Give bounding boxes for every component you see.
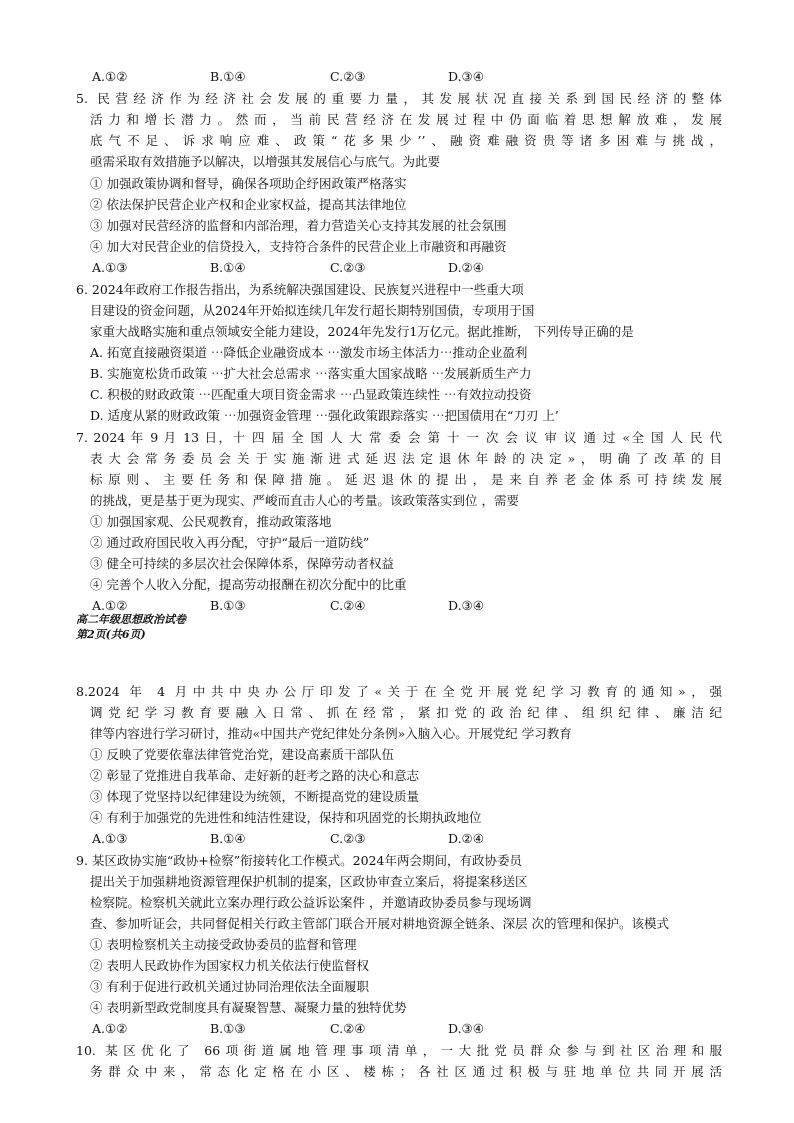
q5-option: ④ 加大对民营企业的信贷投入，支持符合条件的民营企业上市融资和再融资 <box>90 239 507 254</box>
q9-option: ④ 表明新型政党制度具有凝聚智慧、凝聚力量的独特优势 <box>90 1000 407 1015</box>
q5-choice-d: D.②④ <box>448 260 484 275</box>
q7-option: ④ 完善个人收入分配，提高劳动报酬在初次分配中的比重 <box>90 577 407 592</box>
q9-choice-d: D.③④ <box>448 1021 484 1036</box>
q9-line: 提出关于加强耕地资源管理保护机制的提案，区政协审查立案后，将提案移送区 <box>90 874 528 889</box>
q10-line: 务群众中来，常态化定格在小区、楼栋；各社区通过积极与驻地单位共同开展活 <box>90 1064 722 1079</box>
q7-choice-d: D.③④ <box>448 598 484 613</box>
footer-title: 高二年级思想政治试卷 <box>76 613 186 626</box>
q9-choice-b: B.①③ <box>210 1021 246 1036</box>
q8-line: 8.2024 年 4 月中共中央办公厅印发了«关于在全党开展党纪学习教育的通知»，强 <box>76 684 722 699</box>
q7-line: 的挑战，更是基于更为现实、严峻而直击人心的考量。该政策落实到位 ，需要 <box>90 493 519 508</box>
q5-choice-b: B.①④ <box>210 260 246 275</box>
q6-option-a: A. 拓宽直接融资渠道 ⋯降低企业融资成本 ⋯激发市场主体活力⋯推动企业盈利 <box>90 345 528 360</box>
q8-choice-c: C.②③ <box>330 831 366 846</box>
q8-line: 调党纪学习教育要融入日常、抓在经常，紧扣党的政治纪律、组织纪律、廉洁纪 <box>90 705 722 720</box>
q6-line: 6. 2024年政府工作报告指出，为系统解决强国建设、民族复兴进程中一些重大项 <box>76 282 524 297</box>
q5-choice-a: A.①③ <box>92 260 128 275</box>
q7-choice-a: A.①② <box>92 598 128 613</box>
q7-line: 标原则、主要任务和保障措施。延迟退休的提出，是来自养老金体系可持续发展 <box>90 472 722 487</box>
q9-choice-c: C.②④ <box>330 1021 366 1036</box>
choice-d: D.③④ <box>448 69 484 84</box>
q10-line: 10. 某区优化了 66项街道属地管理事项清单，一大批党员群众参与到社区治理和服 <box>76 1043 722 1058</box>
q5-line: 亟需采取有效措施予以解决，以增强其发展信心与底气。为此要 <box>90 154 441 169</box>
q9-line: 9. 某区政协实施“政协+检察”衔接转化工作模式。2024年两会期间，有政协委员 <box>76 853 522 868</box>
q8-choice-a: A.①③ <box>92 831 128 846</box>
q9-line: 查、参加听证会，共同督促相关行政主管部门联合开展对耕地资源全链条、深层 次的管理和保护。该模式 <box>90 916 669 931</box>
q7-choice-b: B.①③ <box>210 598 246 613</box>
q8-choice-d: D.②④ <box>448 831 484 846</box>
q9-option: ③ 有利于促进行政机关通过协同治理依法全面履职 <box>90 979 369 994</box>
q7-line: 7. 2024 年 9 月 13 日，十 四 届 全 国 人 大 常 委 会 第 十 一 次 会 议 审 议 通 过 «全 国 人 民 代 <box>76 430 722 445</box>
q6-line: 目建设的资金问题，从2024年开始拟连续几年发行超长期特别国债，专项用于国 <box>90 303 535 318</box>
q5-option: ② 依法保护民营企业产权和企业家权益，提高其法律地位 <box>90 197 407 212</box>
q8-option: ① 反映了党要依靠法律管党治党，建设高素质干部队伍 <box>90 747 394 762</box>
q7-option: ② 通过政府国民收入再分配，守护“最后一道防线” <box>90 535 370 550</box>
q6-option-b: B. 实施宽松货币政策 ⋯扩大社会总需求 ⋯落实重大国家战略 ⋯发展新质生产力 <box>90 366 532 381</box>
q9-line: 检察院。检察机关就此立案办理行政公益诉讼案件 ，并邀请政协委员参与现场调 <box>90 895 532 910</box>
q9-option: ② 表明人民政协作为国家权力机关依法行使监督权 <box>90 958 369 973</box>
choice-c: C.②③ <box>330 69 366 84</box>
q9-choice-a: A.①② <box>92 1021 128 1036</box>
q6-line: 家重大战略实施和重点领域安全能力建设，2024年先发行1万亿元。据此推断， 下列传导正确的是 <box>90 324 634 339</box>
q5-choice-c: C.②③ <box>330 260 366 275</box>
q8-option: ④ 有利于加强党的先进性和纯洁性建设，保持和巩固党的长期执政地位 <box>90 810 482 825</box>
q7-choice-c: C.②④ <box>330 598 366 613</box>
choice-a: A.①② <box>92 69 128 84</box>
q7-line: 表大会常务委员会关于实施渐进式延迟法定退休年龄的决定»，明确了改革的目 <box>90 451 722 466</box>
choice-b: B.①④ <box>210 69 246 84</box>
q5-option: ③ 加强对民营经济的监督和内部治理，着力营造关心支持其发展的社会氛围 <box>90 218 507 233</box>
q5-line: 5. 民营经济作为经济社会发展的重要力量，其发展状况直接关系到国民经济的整体 <box>76 91 722 106</box>
q5-option: ① 加强政策协调和督导，确保各项助企纾困政策严格落实 <box>90 176 407 191</box>
q5-line: 底气不足、诉求响应难、政策“花多果少’’、融资难融资贵等诸多困难与挑战， <box>90 133 722 148</box>
q6-option-c: C. 积极的财政政策 ⋯匹配重大项目资金需求 ⋯凸显政策连续性 ⋯有效拉动投资 <box>90 387 532 402</box>
q6-option-d: D. 适度从紧的财政政策 ⋯加强资金管理 ⋯强化政策跟踪落实 ⋯把国债用在“刀刃 上’ <box>90 408 559 423</box>
q8-option: ③ 体现了党坚持以纪律建设为统领，不断提高党的建设质量 <box>90 789 419 804</box>
q9-option: ① 表明检察机关主动接受政协委员的监督和管理 <box>90 937 357 952</box>
q8-choice-b: B.①④ <box>210 831 246 846</box>
q8-line: 律等内容进行学习研讨，推动«中国共产党纪律处分条例»入脑入心。开展党纪 学习教育 <box>90 726 572 741</box>
q5-line: 活力和增长潜力。然而，当前民营经济在发展过程中仍面临着思想解放难，发展 <box>90 112 722 127</box>
q7-option: ① 加强国家观、公民观教育，推动政策落地 <box>90 514 332 529</box>
q8-option: ② 彰显了党推进自我革命、走好新的赶考之路的决心和意志 <box>90 768 419 783</box>
footer-page-number: 第2页(共6页) <box>76 628 146 641</box>
q7-option: ③ 健全可持续的多层次社会保障体系，保障劳动者权益 <box>90 556 394 571</box>
